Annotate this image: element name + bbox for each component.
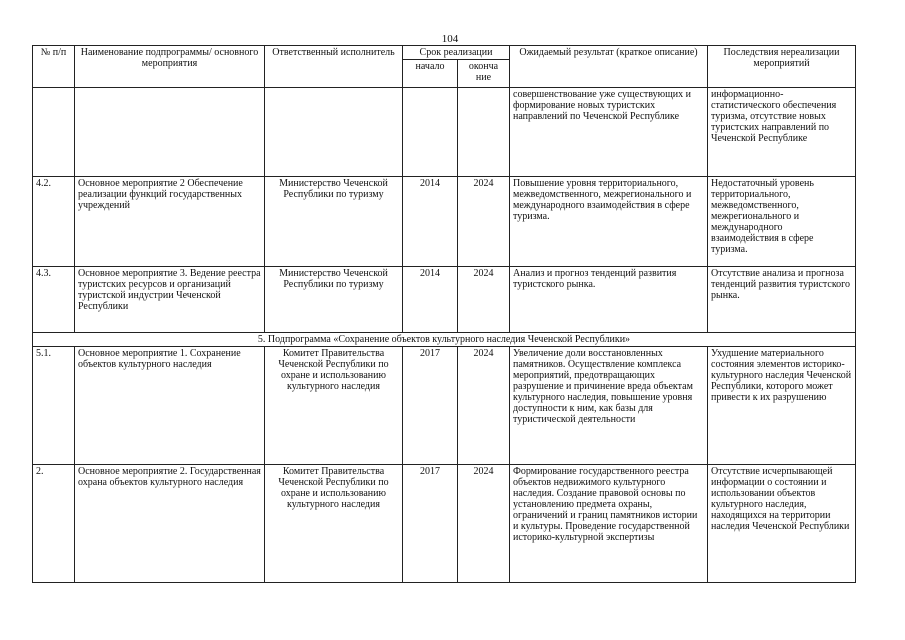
cell-start: 2017: [403, 347, 458, 465]
table-row: [33, 88, 856, 177]
header-row-1: [33, 46, 856, 60]
measures-table: [32, 45, 856, 583]
table-row: [33, 347, 856, 465]
cell-name: Основное мероприятие 3. Ведение реестра туристских ресурсов и организаций туристской индустрии Чеченской Республики: [75, 267, 265, 333]
cell-consequences: Отсутствие исчерпывающей информации о состоянии и использовании объектов культурного наследия, находящихся на территории наследия Чеченской Республики: [708, 465, 856, 583]
cell-end: 2024: [458, 347, 510, 465]
cell-result: Повышение уровня территориального, межведомственного, межрегионального и международного взаимодействия в сфере туризма.: [510, 177, 708, 267]
cell-name: Основное мероприятие 2. Государственная охрана объектов культурного наследия: [75, 465, 265, 583]
cell-name: [75, 88, 265, 177]
cell-num: 2.: [33, 465, 75, 583]
header-consequences: Последствия нереализации мероприятий: [708, 46, 856, 88]
subprogram-title: 5. Подпрограмма «Сохранение объектов культурного наследия Чеченской Республики»: [33, 333, 856, 347]
cell-num: 4.2.: [33, 177, 75, 267]
header-executor: Ответственный исполнитель: [265, 46, 403, 88]
cell-executor: Комитет Правительства Чеченской Республики по охране и использованию культурного наследия: [265, 347, 403, 465]
cell-consequences: информационно-статистического обеспечения туризма, отсутствие новых туристских направлений по Чеченской Республике: [708, 88, 856, 177]
cell-consequences: Ухудшение материального состояния элементов историко-культурного наследия Чеченской Республики, которого может привести к их разрушению: [708, 347, 856, 465]
cell-executor: Министерство Чеченской Республики по туризму: [265, 177, 403, 267]
cell-start: 2014: [403, 177, 458, 267]
cell-executor: Комитет Правительства Чеченской Республики по охране и использованию культурного наследия: [265, 465, 403, 583]
cell-executor: Министерство Чеченской Республики по туризму: [265, 267, 403, 333]
cell-start: 2014: [403, 267, 458, 333]
cell-consequences: Отсутствие анализа и прогноза тенденций развития туристского рынка.: [708, 267, 856, 333]
cell-num: [33, 88, 75, 177]
table-row: [33, 465, 856, 583]
cell-num: 5.1.: [33, 347, 75, 465]
cell-end: 2024: [458, 465, 510, 583]
cell-start: 2017: [403, 465, 458, 583]
cell-result: совершенствование уже существующих и формирование новых туристских направлений по Чеченской Республике: [510, 88, 708, 177]
cell-name: Основное мероприятие 1. Сохранение объектов культурного наследия: [75, 347, 265, 465]
cell-executor: [265, 88, 403, 177]
cell-consequences: Недостаточный уровень территориального, межведомственного, межрегионального и международного взаимодействия в сфере туризма.: [708, 177, 856, 267]
cell-name: Основное мероприятие 2 Обеспечение реализации функций государственных учреждений: [75, 177, 265, 267]
page-number: 104: [441, 33, 459, 45]
table-row: [33, 267, 856, 333]
header-end: оконча ние: [458, 60, 510, 88]
cell-result: Формирование государственного реестра объектов недвижимого культурного наследия. Создание правовой основы по установлению предмета охраны, ограничений и границ памятников истории и культуры. Проведение государственной историко-культурной экспертизы: [510, 465, 708, 583]
header-result: Ожидаемый результат (краткое описание): [510, 46, 708, 88]
cell-end: 2024: [458, 177, 510, 267]
header-start: начало: [403, 60, 458, 88]
cell-end: [458, 88, 510, 177]
table-row: [33, 177, 856, 267]
header-name: Наименование подпрограммы/ основного мероприятия: [75, 46, 265, 88]
subprogram-row: [33, 333, 856, 347]
cell-end: 2024: [458, 267, 510, 333]
cell-num: 4.3.: [33, 267, 75, 333]
header-num: № п/п: [33, 46, 75, 88]
cell-start: [403, 88, 458, 177]
cell-result: Анализ и прогноз тенденций развития туристского рынка.: [510, 267, 708, 333]
cell-result: Увеличение доли восстановленных памятников. Осуществление комплекса мероприятий, предотвращающих разрушение и причинение вреда объектам культурного наследия, повышение уровня доступности к ним, как базы для туристической деятельности: [510, 347, 708, 465]
header-period: Срок реализации: [403, 46, 510, 60]
